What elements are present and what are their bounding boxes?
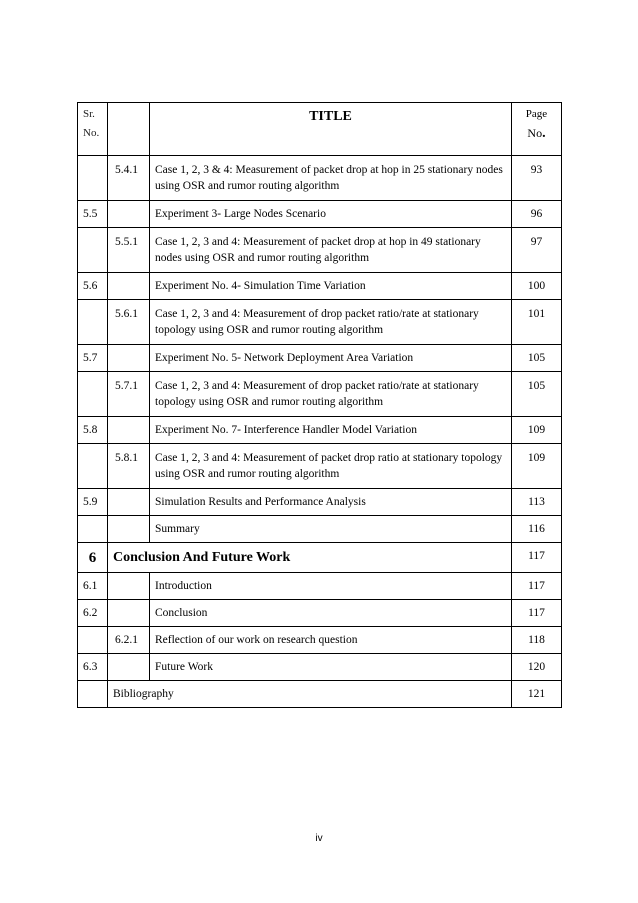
toc-subnum-cell	[108, 345, 150, 372]
toc-page-cell: 113	[512, 489, 562, 516]
toc-title-cell: Experiment 3- Large Nodes Scenario	[150, 201, 512, 228]
toc-num-cell	[78, 300, 108, 345]
toc-row	[78, 201, 562, 228]
toc-subnum-cell	[108, 654, 150, 681]
toc-subnum-cell	[108, 201, 150, 228]
toc-subnum-cell: 5.5.1	[108, 228, 150, 273]
toc-chapter-num: 6	[78, 543, 108, 573]
toc-chapter-title: Conclusion And Future Work	[108, 543, 512, 573]
page-no-header	[512, 103, 562, 156]
toc-num-cell: 6.3	[78, 654, 108, 681]
toc-num-cell: 5.5	[78, 201, 108, 228]
toc-row	[78, 444, 562, 489]
toc-title-cell: Experiment No. 5- Network Deployment Area Variation	[150, 345, 512, 372]
toc-page-cell: 109	[512, 444, 562, 489]
page-number: iv	[315, 833, 323, 844]
toc-title-cell: Bibliography	[108, 681, 512, 708]
toc-num-cell	[78, 627, 108, 654]
toc-title-cell: Conclusion	[150, 600, 512, 627]
no-label: No.	[83, 127, 100, 139]
toc-subnum-cell	[108, 573, 150, 600]
toc-title-cell: Experiment No. 7- Interference Handler Model Variation	[150, 417, 512, 444]
toc-num-cell: 5.8	[78, 417, 108, 444]
toc-num-cell: 5.9	[78, 489, 108, 516]
toc-num-cell: 5.6	[78, 273, 108, 300]
toc-page-cell: 116	[512, 516, 562, 543]
toc-page-cell: 105	[512, 345, 562, 372]
toc-subnum-cell: 5.4.1	[108, 156, 150, 201]
title-header: TITLE	[150, 103, 512, 156]
toc-title-cell: Introduction	[150, 573, 512, 600]
toc-row	[78, 417, 562, 444]
toc-row	[78, 273, 562, 300]
toc-title-cell: Case 1, 2, 3 and 4: Measurement of packet drop ratio at stationary topology using OSR and rumor routing algorithm	[150, 444, 512, 489]
toc-num-cell	[78, 228, 108, 273]
toc-row	[78, 489, 562, 516]
toc-page-cell: 96	[512, 201, 562, 228]
toc-page-cell: 109	[512, 417, 562, 444]
toc-page-cell: 121	[512, 681, 562, 708]
page-no-dot: .	[542, 126, 546, 141]
toc-num-cell	[78, 444, 108, 489]
toc-page-cell: 101	[512, 300, 562, 345]
toc-title-cell: Summary	[150, 516, 512, 543]
toc-subnum-cell: 5.7.1	[108, 372, 150, 417]
toc-subnum-cell	[108, 273, 150, 300]
toc-subnum-cell: 6.2.1	[108, 627, 150, 654]
toc-row	[78, 516, 562, 543]
toc-page-cell: 117	[512, 600, 562, 627]
toc-row	[78, 681, 562, 708]
toc-title-cell: Case 1, 2, 3 and 4: Measurement of drop packet ratio/rate at stationary topology using OSR and rumor routing algorithm	[150, 300, 512, 345]
toc-row	[78, 654, 562, 681]
toc-num-cell	[78, 516, 108, 543]
toc-title-cell: Reflection of our work on research question	[150, 627, 512, 654]
page-no-label: No	[527, 126, 543, 140]
toc-title-cell: Experiment No. 4- Simulation Time Variation	[150, 273, 512, 300]
empty-header-cell	[108, 103, 150, 156]
toc-page-cell: 105	[512, 372, 562, 417]
toc-title-cell: Case 1, 2, 3 and 4: Measurement of packet drop at hop in 49 stationary nodes using OSR and rumor routing algorithm	[150, 228, 512, 273]
toc-header-row	[78, 103, 562, 156]
toc-num-cell: 6.2	[78, 600, 108, 627]
toc-subnum-cell: 5.6.1	[108, 300, 150, 345]
toc-chapter-row	[78, 543, 562, 573]
toc-page-cell: 117	[512, 543, 562, 573]
toc-title-cell: Case 1, 2, 3 & 4: Measurement of packet drop at hop in 25 stationary nodes using OSR and rumor routing algorithm	[150, 156, 512, 201]
toc-num-cell	[78, 156, 108, 201]
toc-page-cell: 93	[512, 156, 562, 201]
sr-no-header	[78, 103, 108, 156]
toc-subnum-cell	[108, 600, 150, 627]
toc-row	[78, 156, 562, 201]
toc-num-cell: 6.1	[78, 573, 108, 600]
toc-title-cell: Simulation Results and Performance Analysis	[150, 489, 512, 516]
toc-title-cell: Future Work	[150, 654, 512, 681]
toc-page-cell: 97	[512, 228, 562, 273]
toc-row	[78, 573, 562, 600]
toc-subnum-cell	[108, 489, 150, 516]
toc-row	[78, 345, 562, 372]
toc-num-cell: 5.7	[78, 345, 108, 372]
toc-subnum-cell	[108, 516, 150, 543]
toc-page-cell: 120	[512, 654, 562, 681]
toc-title-cell: Case 1, 2, 3 and 4: Measurement of drop packet ratio/rate at stationary topology using OSR and rumor routing algorithm	[150, 372, 512, 417]
toc-num-cell	[78, 372, 108, 417]
table-of-contents	[77, 102, 562, 708]
toc-page-cell: 118	[512, 627, 562, 654]
toc-row	[78, 600, 562, 627]
toc-num-cell	[78, 681, 108, 708]
page-label: Page	[525, 108, 548, 120]
toc-row	[78, 300, 562, 345]
toc-subnum-cell: 5.8.1	[108, 444, 150, 489]
sr-label: Sr.	[83, 108, 95, 120]
toc-row	[78, 228, 562, 273]
toc-row	[78, 372, 562, 417]
toc-subnum-cell	[108, 417, 150, 444]
toc-page-cell: 117	[512, 573, 562, 600]
toc-page-cell: 100	[512, 273, 562, 300]
toc-row	[78, 627, 562, 654]
